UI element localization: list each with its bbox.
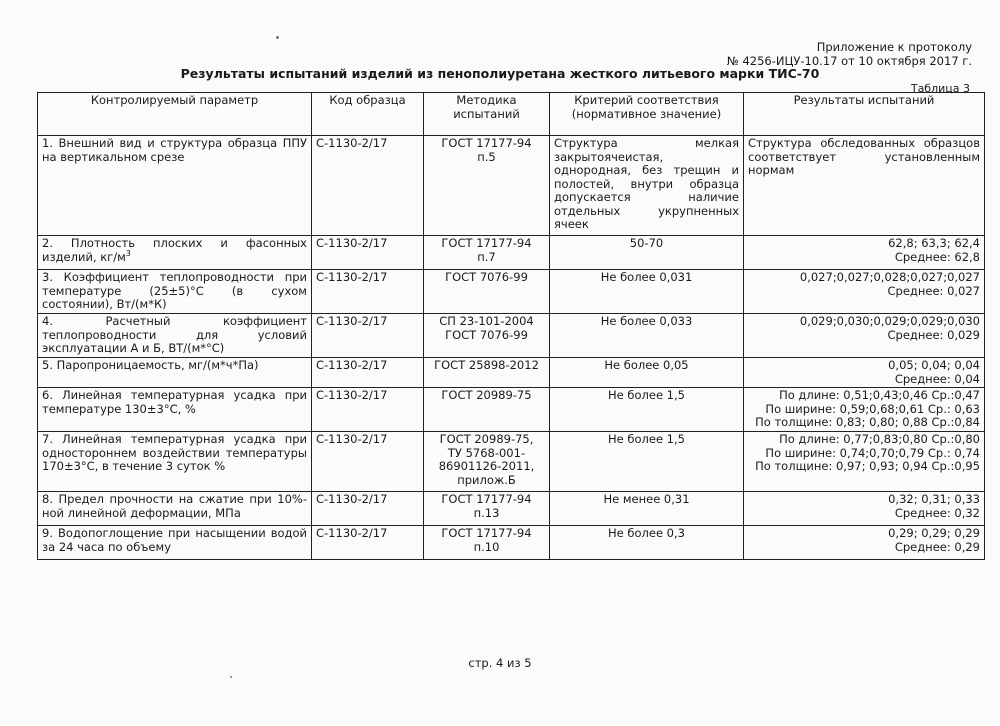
method-line: СП 23-101-2004	[439, 314, 534, 328]
results-line: По длине: 0,77;0,83;0,80 Ср.:0,80	[779, 432, 980, 446]
column-header-parameter: Контролируемый параметр	[38, 93, 312, 136]
parameter-cell	[38, 388, 312, 432]
criterion-cell	[550, 388, 744, 432]
column-header-criterion: Критерий соответствия (нормативное значение)	[550, 93, 744, 136]
method-cell	[424, 358, 550, 388]
criterion-line: Не более 0,3	[608, 526, 685, 540]
results-line: Среднее: 0,29	[894, 539, 980, 554]
criterion-line: Не менее 0,31	[603, 492, 690, 506]
scan-speck	[230, 676, 232, 678]
parameter-text: 7. Линейная температурная усадка при одностороннем воздействии температуры 170±3°С, в течение 3 суток %	[42, 432, 307, 473]
table-row	[38, 526, 985, 560]
results-cell	[744, 526, 985, 560]
parameter-text: 4. Расчетный коэффициент теплопроводности для условий эксплуатации А и Б, ВТ/(м*°С)	[42, 314, 307, 355]
results-line: Среднее: 0,029	[887, 327, 980, 342]
page-number: стр. 4 из 5	[468, 656, 532, 670]
criterion-line: Не более 0,031	[600, 270, 693, 284]
results-cell	[744, 432, 985, 492]
table-row	[38, 314, 985, 358]
column-header-sample-code: Код образца	[312, 93, 424, 136]
results-cell	[744, 492, 985, 526]
method-line: п.5	[477, 149, 496, 164]
table-row	[38, 492, 985, 526]
method-line: ГОСТ 20989-75,	[439, 432, 534, 446]
parameter-cell	[38, 314, 312, 358]
unit-superscript: 3	[125, 248, 131, 258]
results-line: 0,05; 0,04; 0,04	[888, 358, 980, 372]
method-line: ГОСТ 17177-94	[441, 236, 532, 250]
results-line: Среднее: 0,32	[894, 505, 980, 520]
table-row	[38, 388, 985, 432]
criterion-cell	[550, 526, 744, 560]
method-line: п.7	[477, 249, 496, 264]
table-row	[38, 432, 985, 492]
table-row	[38, 136, 985, 236]
parameter-text: 6. Линейная температурная усадка при температуре 130±3°С, %	[42, 388, 307, 416]
results-line: 0,29; 0,29; 0,29	[888, 526, 980, 540]
parameter-cell	[38, 236, 312, 270]
results-cell	[744, 270, 985, 314]
method-line: ГОСТ 17177-94	[441, 492, 532, 506]
criterion-cell	[550, 432, 744, 492]
parameter-cell	[38, 270, 312, 314]
parameter-cell	[38, 526, 312, 560]
method-line: ГОСТ 20989-75	[441, 388, 532, 402]
column-header-method: Методика испытаний	[424, 93, 550, 136]
protocol-number-line: № 4256-ИЦУ-10.17 от 10 октября 2017 г.	[726, 54, 972, 68]
results-line: Структура обследованных образцов соответствует установленным нормам	[748, 136, 980, 177]
results-line: По ширине: 0,59;0,68;0,61 Ср.: 0,63	[765, 401, 980, 416]
method-line: п.10	[473, 539, 500, 554]
results-line: 0,027;0,027;0,028;0,027;0,027	[799, 270, 980, 284]
method-line: ГОСТ 25898-2012	[434, 358, 539, 372]
method-line: п.13	[473, 505, 500, 520]
sample-code-cell: С-1130-2/17	[312, 358, 424, 388]
table-row	[38, 270, 985, 314]
parameter-cell	[38, 432, 312, 492]
protocol-reference	[727, 40, 972, 68]
document-title: Результаты испытаний изделий из пенополиуретана жесткого литьевого марки ТИС-70	[180, 66, 820, 81]
method-line: прилож.Б	[457, 472, 516, 487]
sample-code-cell: С-1130-2/17	[312, 388, 424, 432]
method-line: 86901126-2011,	[438, 459, 535, 473]
table-header-row	[38, 93, 985, 136]
results-line: Среднее: 0,027	[887, 283, 980, 298]
results-cell	[744, 388, 985, 432]
sample-code-cell: С-1130-2/17	[312, 432, 424, 492]
sample-code-cell: С-1130-2/17	[312, 314, 424, 358]
results-table	[37, 92, 985, 560]
results-line: 0,32; 0,31; 0,33	[888, 492, 980, 506]
results-line: По длине: 0,51;0,43;0,46 Ср.:0,47	[779, 388, 980, 402]
table-row	[38, 358, 985, 388]
criterion-cell	[550, 136, 744, 236]
column-header-results: Результаты испытаний	[744, 93, 985, 136]
parameter-text: 3. Коэффициент теплопроводности при температуре (25±5)°С (в сухом состоянии), Вт/(м*К)	[42, 270, 307, 311]
criterion-cell	[550, 236, 744, 270]
criterion-line: Не более 0,033	[600, 314, 693, 328]
method-cell	[424, 314, 550, 358]
sample-code-cell: С-1130-2/17	[312, 492, 424, 526]
results-line: По толщине: 0,83; 0,80; 0,88 Ср.:0,84	[755, 415, 980, 429]
parameter-cell	[38, 492, 312, 526]
results-line: 62,8; 63,3; 62,4	[888, 236, 980, 250]
method-line: ГОСТ 17177-94	[441, 136, 532, 150]
table-label: Таблица 3	[910, 82, 970, 95]
parameter-cell	[38, 136, 312, 236]
results-cell	[744, 314, 985, 358]
method-cell	[424, 432, 550, 492]
method-cell	[424, 270, 550, 314]
method-line: ГОСТ 7076-99	[445, 270, 528, 284]
parameter-text: 1. Внешний вид и структура образца ППУ на вертикальном срезе	[42, 136, 307, 164]
criterion-line: Структура мелкая закрытоячеистая, однородная, без трещин и полостей, внутри образца допускается наличие отдельных укрупненных ячеек	[554, 136, 739, 231]
results-cell	[744, 136, 985, 236]
parameter-cell	[38, 358, 312, 388]
parameter-text: 5. Паропроницаемость, мг/(м*ч*Па)	[42, 358, 259, 372]
criterion-line: 50-70	[629, 236, 664, 250]
parameter-text: 8. Предел прочности на сжатие при 10%-ной линейной деформации, МПа	[42, 492, 307, 520]
method-cell	[424, 136, 550, 236]
results-line: Среднее: 62,8	[894, 249, 980, 264]
sample-code-cell: С-1130-2/17	[312, 236, 424, 270]
criterion-line: Не более 1,5	[608, 432, 685, 446]
criterion-line: Не более 0,05	[604, 358, 689, 372]
results-line: 0,029;0,030;0,029;0,029;0,030	[799, 314, 980, 328]
sample-code-cell: С-1130-2/17	[312, 136, 424, 236]
criterion-line: Не более 1,5	[608, 388, 685, 402]
criterion-cell	[550, 358, 744, 388]
method-line: ТУ 5768-001-	[447, 445, 526, 460]
appendix-line: Приложение к протоколу	[816, 40, 972, 54]
results-line: По толщине: 0,97; 0,93; 0,94 Ср.:0,95	[755, 459, 980, 473]
table-row	[38, 236, 985, 270]
scan-speck	[276, 36, 279, 39]
method-cell	[424, 492, 550, 526]
results-cell	[744, 358, 985, 388]
results-line: Среднее: 0,04	[894, 371, 980, 386]
method-cell	[424, 388, 550, 432]
method-cell	[424, 526, 550, 560]
results-line: По ширине: 0,74;0,70;0,79 Ср.: 0,74	[765, 445, 980, 460]
sample-code-cell: С-1130-2/17	[312, 526, 424, 560]
method-line: ГОСТ 7076-99	[445, 327, 528, 342]
method-cell	[424, 236, 550, 270]
parameter-text: 9. Водопоглощение при насыщении водой за 24 часа по объему	[42, 526, 307, 554]
results-cell	[744, 236, 985, 270]
parameter-text: 2. Плотность плоских и фасонных изделий, кг/м	[42, 236, 307, 264]
sample-code-cell: С-1130-2/17	[312, 270, 424, 314]
criterion-cell	[550, 314, 744, 358]
criterion-cell	[550, 270, 744, 314]
criterion-cell	[550, 492, 744, 526]
method-line: ГОСТ 17177-94	[441, 526, 532, 540]
